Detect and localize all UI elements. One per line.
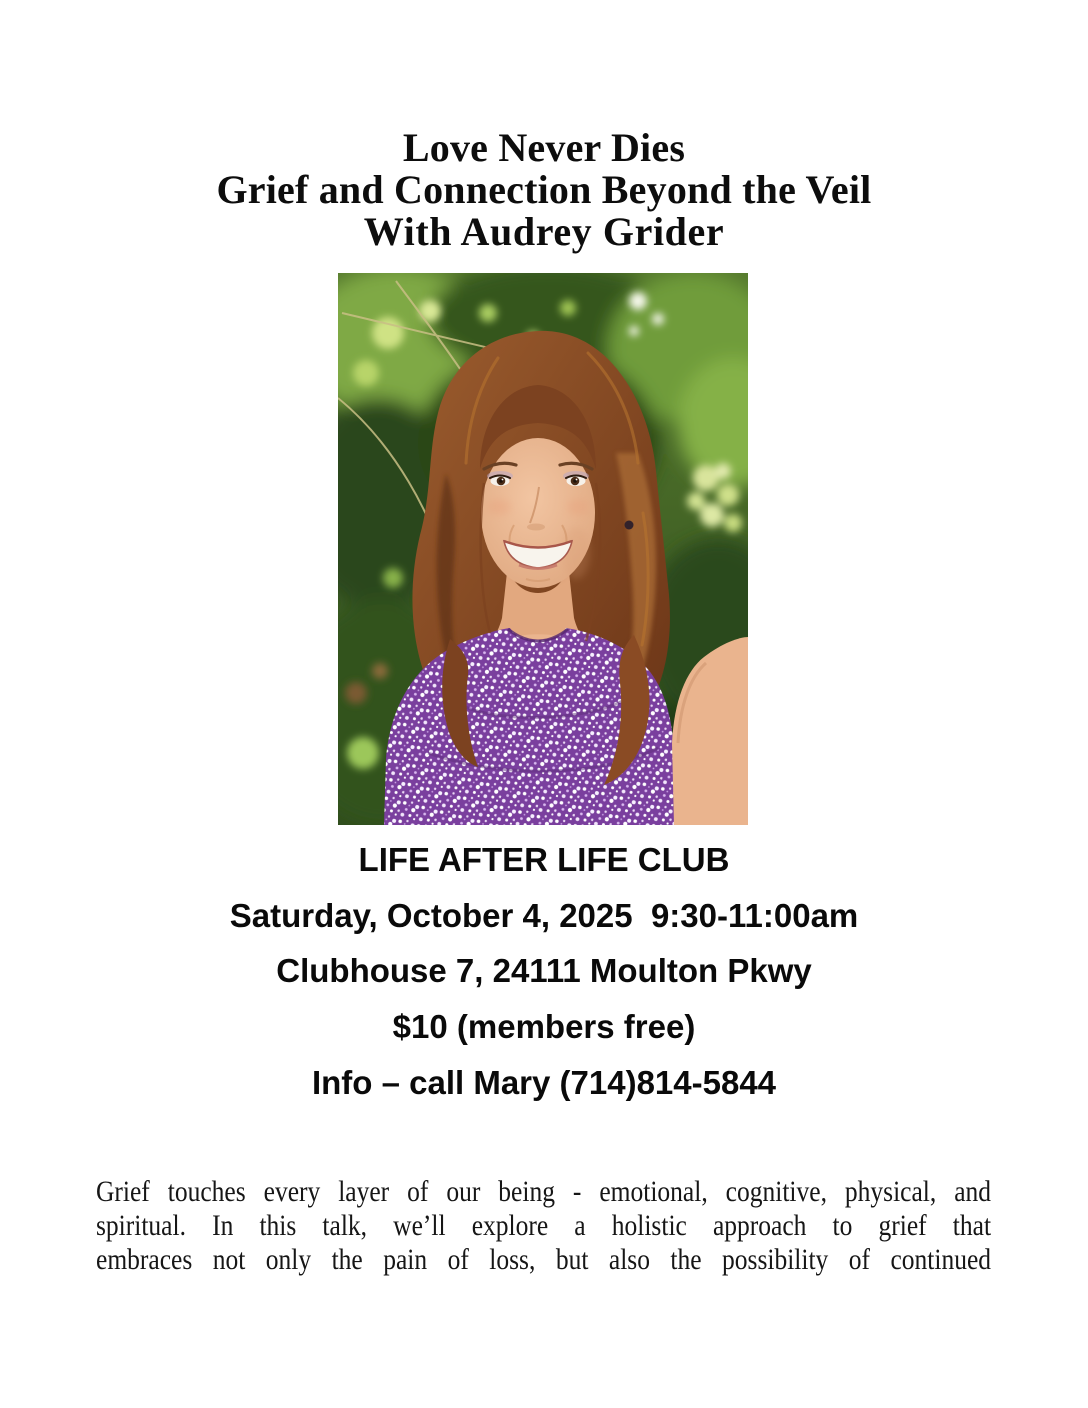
event-title: Love Never Dies — [402, 125, 686, 170]
speaker-photo-illustration — [338, 273, 748, 825]
description-line: spiritual. In this talk, we’ll explore a holistic approach to grief that — [96, 1209, 992, 1242]
event-description — [96, 1175, 991, 1285]
club-name: LIFE AFTER LIFE CLUB — [358, 841, 730, 878]
event-presenter: With Audrey Grider — [363, 209, 725, 254]
event-contact: Info – call Mary (714)814-5844 — [311, 1063, 777, 1101]
event-description-text — [96, 1175, 991, 1277]
speaker-photo — [338, 273, 748, 825]
description-line: embraces not only the pain of loss, but also the possibility of continued — [96, 1243, 992, 1276]
event-details-block — [0, 832, 1088, 1111]
event-location: Clubhouse 7, 24111 Moulton Pkwy — [276, 952, 812, 990]
event-datetime: Saturday, October 4, 2025 9:30-11:00am — [229, 896, 859, 934]
description-line: Grief touches every layer of our being - emotional, cognitive, physical, and — [96, 1175, 992, 1208]
event-price: $10 (members free) — [392, 1008, 696, 1046]
flyer-title-block — [0, 127, 1088, 253]
event-subtitle: Grief and Connection Beyond the Veil — [216, 167, 872, 212]
